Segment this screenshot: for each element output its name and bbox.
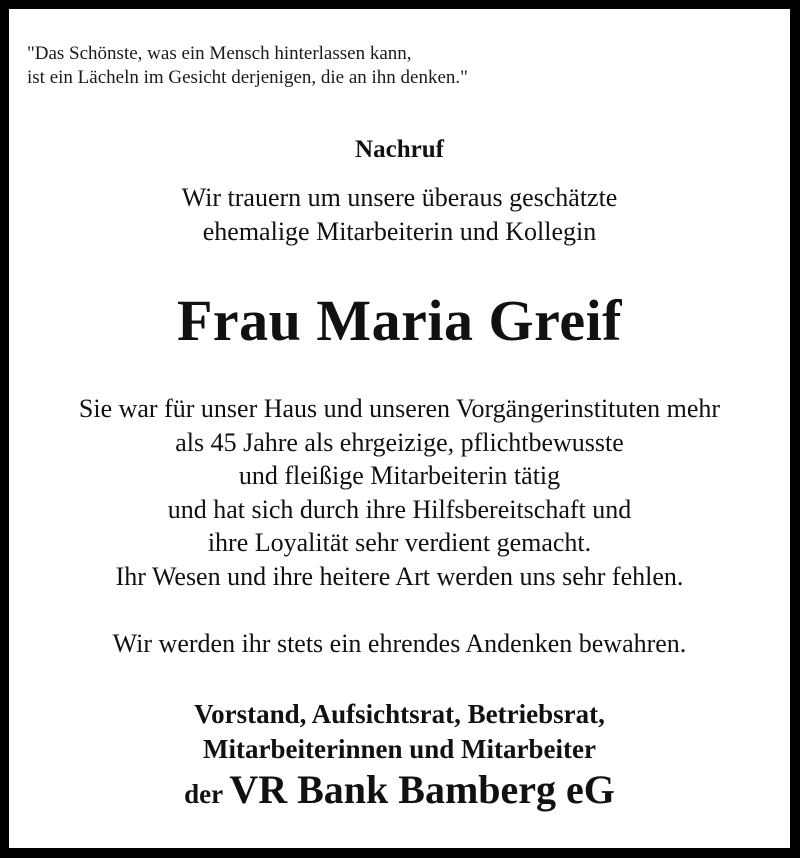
intro-text — [9, 181, 790, 249]
tribute-line: ihre Loyalität sehr verdient gemacht. — [207, 528, 592, 557]
tribute-line: als 45 Jahre als ehrgeizige, pflichtbewusste — [175, 427, 624, 457]
quote-line: ist ein Lächeln im Gesicht derjenigen, die an ihn denken." — [27, 67, 468, 88]
bank-prefix: der — [184, 779, 223, 809]
signature-block — [9, 697, 790, 813]
signature-line: Mitarbeiterinnen und Mitarbeiter — [203, 734, 596, 764]
epigraph-quote — [27, 42, 468, 90]
intro-line: Wir trauern um unsere überaus geschätzte — [181, 183, 618, 212]
tribute-text — [9, 392, 790, 593]
tribute-line: und hat sich durch ihre Hilfsbereitschaft und — [167, 494, 632, 524]
deceased-name: Frau Maria Greif — [176, 288, 622, 353]
bank-line — [9, 767, 790, 813]
quote-line: "Das Schönste, was ein Mensch hinterlassen kann, — [27, 43, 412, 64]
tribute-line: Sie war für unser Haus und unseren Vorgängerinstituten mehr — [78, 394, 721, 423]
signature-line: Vorstand, Aufsichtsrat, Betriebsrat, — [194, 699, 605, 729]
bank-name: VR Bank Bamberg eG — [229, 767, 615, 812]
obituary-notice — [9, 9, 790, 848]
tribute-line: Ihr Wesen und ihre heitere Art werden uns sehr fehlen. — [115, 561, 684, 591]
intro-line: ehemalige Mitarbeiterin und Kollegin — [202, 217, 597, 246]
notice-heading: Nachruf — [355, 136, 444, 163]
tribute-line: und fleißige Mitarbeiterin tätig — [238, 461, 561, 490]
closing-line: Wir werden ihr stets ein ehrendes Andenken bewahren. — [112, 629, 687, 658]
